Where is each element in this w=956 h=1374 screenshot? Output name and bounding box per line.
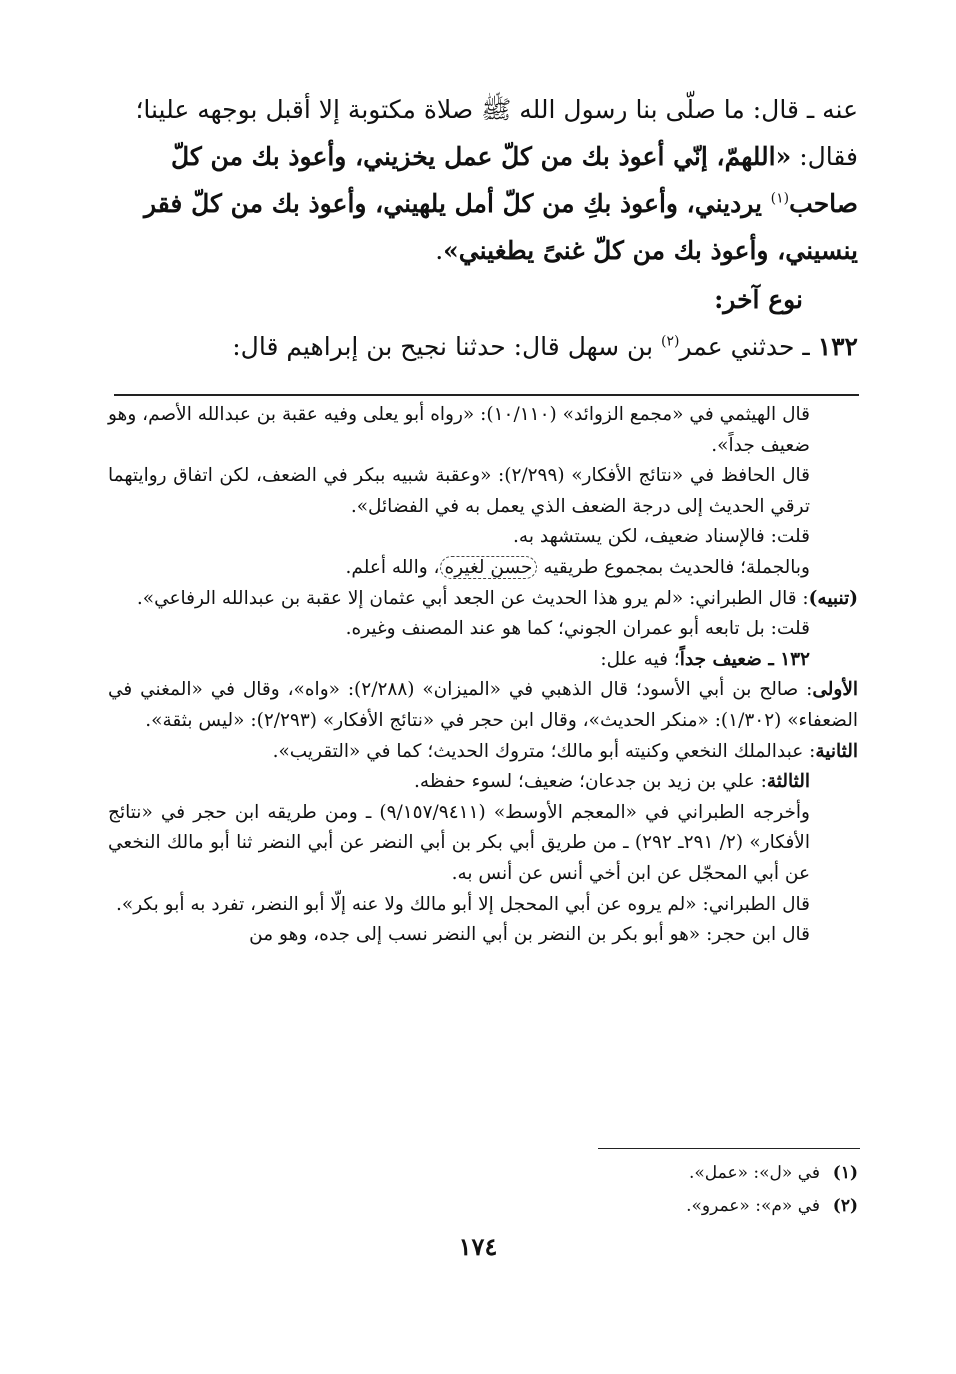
main-line-1-text: عنه ـ قال: ما صلّى بنا رسول الله ﷺ صلاة مكتوبة إلا أقبل بوجهه علينا؛ — [135, 95, 858, 124]
note-haythami — [108, 400, 858, 461]
note-132-text: ؛ فيه علل: — [600, 648, 680, 670]
supplication-text-2a: صاحب — [789, 189, 858, 218]
main-line-2-plain: فقال: — [791, 142, 858, 171]
note-response-text: قلت: بل تابعه أبو عمران الجوني؛ كما هو عند المصنف وغيره. — [345, 618, 810, 640]
page-number: ١٧٤ — [458, 1232, 498, 1261]
grading-132: ١٣٢ ـ ضعيف جداً — [679, 648, 810, 670]
footnote-divider — [598, 1148, 860, 1149]
section-subheading — [108, 276, 858, 323]
circled-grading: حسن لغيره — [440, 556, 538, 579]
main-text — [108, 86, 858, 370]
main-line-1 — [108, 86, 858, 133]
hadith-number: ١٣٢ — [817, 332, 858, 361]
note-second-text: : عبدالملك النخعي وكنيته أبو مالك؛ متروك الحديث؛ كما في «التقريب». — [272, 740, 816, 762]
note-second-defect — [108, 737, 858, 768]
note-haythami-text: قال الهيثمي في «مجمع الزوائد» (١٠/١١٠): «رواه أبو يعلى وفيه عقبة بن عبدالله الأصم، وهو ضعيف جداً». — [108, 404, 810, 456]
third-label: الثالثة — [766, 771, 810, 793]
main-line-2 — [108, 133, 858, 180]
note-ibn-hajar-text: قال ابن حجر: «هو أبو بكر بن النضر بن أبي النضر نسب إلى جده، وهو من — [249, 924, 810, 946]
note-132-heading — [108, 645, 858, 676]
main-divider — [114, 394, 859, 396]
note-tanbih-text: : قال الطبراني: «لم يرو هذا الحديث عن الجعد أبي عثمان إلا عقبة بن عبدالله الرفاعي». — [136, 587, 809, 609]
note-third-defect — [108, 767, 858, 798]
footnote-ref-2: (٢) — [660, 333, 680, 350]
note-first-text: : صالح بن أبي الأسود؛ قال الذهبي في «الميزان» (٢/٢٨٨): «واه»، وقال في «المغني في الضعفاء» (١/٣٠٢): «منكر الحديث»، وقال ابن حجر في «نتائج الأفكار» (٢/٢٩٣): «ليس بثقة». — [108, 679, 858, 731]
hadith-132-intro — [108, 323, 858, 370]
footnote-1-number: (١) — [832, 1163, 858, 1183]
note-verdict-text: قلت: فالإسناد ضعيف، لكن يستشهد به. — [513, 526, 810, 548]
note-first-defect — [108, 675, 858, 736]
commentary-notes — [108, 400, 858, 951]
footnote-1 — [108, 1157, 858, 1190]
footnote-ref-1: (١) — [770, 190, 790, 207]
main-line-4 — [108, 227, 858, 274]
note-takhrij-text: وأخرجه الطبراني في «المعجم الأوسط» (٩/١٥٧/٩٤١١) ـ ومن طريقه ابن حجر في «نتائج الأفكار» (٢/ ٢٩١ـ ٢٩٢) ـ من طريق أبي بكر بن أبي النضر عن أبي النضر ثنا أبو مالك النخعي عن أبي المحجّل عن ابن أخي أنس عن أنس به. — [108, 801, 810, 884]
note-hafiz-text: قال الحافظ في «نتائج الأفكار» (٢/٢٩٩): «وعقبة شبيه ببكر في الضعف، لكن اتفاق روايتهما ترقي الحديث إلى درجة الضعف الذي يعمل به في الفضائل». — [108, 465, 810, 517]
note-hafiz — [108, 461, 858, 522]
supplication-text-3: ينسيني، وأعوذ بك من كلّ غنىً يطغيني» — [443, 236, 858, 265]
hadith-chain-b: بن سهل قال: حدثنا نجيح بن إبراهيم قال: — [232, 332, 661, 361]
second-label: الثانية — [815, 740, 858, 762]
main-line-4-end: . — [435, 236, 444, 265]
first-label: الأولى — [812, 679, 859, 701]
hadith-chain-a: ـ حدثني عمر — [679, 332, 818, 361]
note-summary — [108, 553, 858, 584]
note-ibn-hajar — [108, 920, 858, 951]
note-verdict — [108, 522, 858, 553]
footnote-1-text: في «ل»: «عمل». — [688, 1163, 820, 1183]
note-tanbih — [108, 584, 858, 615]
footnote-2 — [108, 1190, 858, 1223]
subheading-text: نوع آخر: — [714, 285, 803, 314]
note-third-text: : علي بن زيد بن جدعان؛ ضعيف؛ لسوء حفظه. — [414, 771, 767, 793]
footnote-2-number: (٢) — [832, 1196, 858, 1216]
note-takhrij — [108, 798, 858, 890]
note-summary-a: وبالجملة؛ فالحديث بمجموع طريقيه — [537, 556, 810, 578]
note-summary-b: ، والله أعلم. — [345, 556, 440, 578]
note-tabarani-text: قال الطبراني: «لم يروه عن أبي المحجل إلا أبو مالك ولا عنه إلّا أبو النضر، تفرد به أبو بكر». — [116, 893, 810, 915]
note-tabarani — [108, 890, 858, 921]
tanbih-label: (تنبيه) — [808, 587, 858, 609]
footnote-2-text: في «م»: «عمرو». — [686, 1196, 820, 1216]
supplication-text-1: «اللهمّ، إنّي أعوذ بك من كلّ عمل يخزيني، وأعوذ بك من كلّ — [171, 142, 792, 171]
main-line-3 — [108, 180, 858, 227]
supplication-text-2b: يرديني، وأعوذ بكِ من كلّ أمل يلهيني، وأعوذ بك من كلّ فقر — [143, 189, 771, 218]
note-response — [108, 614, 858, 645]
footnotes — [108, 1157, 860, 1223]
